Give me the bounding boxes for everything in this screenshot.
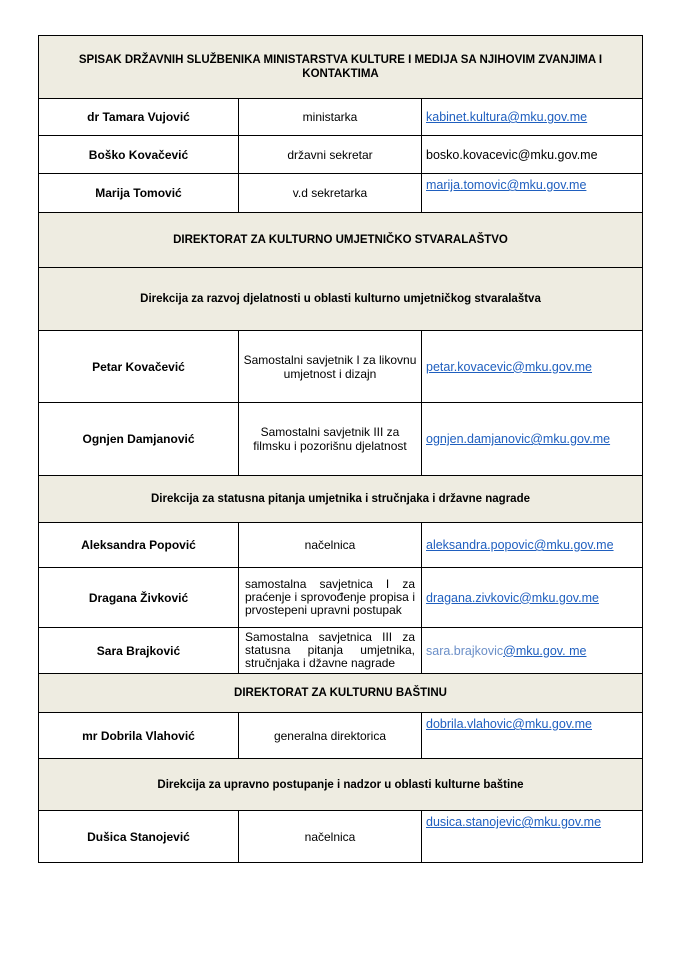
staff-name: Marija Tomović	[39, 174, 239, 213]
staff-name: Boško Kovačević	[39, 136, 239, 174]
staff-role: načelnica	[239, 523, 422, 568]
table-row	[39, 628, 643, 674]
document-title: SPISAK DRŽAVNIH SLUŽBENIKA MINISTARSTVA KULTURE I MEDIJA SA NJIHOVIM ZVANJIMA I KONTAKTIMA	[39, 36, 643, 99]
division-header	[39, 476, 643, 523]
email-link[interactable]: ognjen.damjanovic@mku.gov.me	[426, 432, 611, 446]
staff-directory-table	[38, 35, 643, 863]
division-title: Direkcija za razvoj djelatnosti u oblasti kulturno umjetničkog stvaralaštva	[39, 268, 643, 331]
staff-name: dr Tamara Vujović	[39, 99, 239, 136]
directorate-header	[39, 674, 643, 713]
directorate-header	[39, 213, 643, 268]
staff-role: Samostalni savjetnik I za likovnu umjetnost i dizajn	[239, 331, 422, 403]
email-link[interactable]: dragana.zivkovic@mku.gov.me	[426, 590, 599, 605]
staff-name: mr Dobrila Vlahović	[39, 713, 239, 759]
table-row	[39, 99, 643, 136]
email-link[interactable]: dusica.stanojevic@mku.gov.me	[426, 815, 602, 829]
document-title-row	[39, 36, 643, 99]
division-title: Direkcija za statusna pitanja umjetnika i stručnjaka i državne nagrade	[39, 476, 643, 523]
table-row	[39, 523, 643, 568]
table-row	[39, 403, 643, 476]
staff-role: generalna direktorica	[239, 713, 422, 759]
staff-role: ministarka	[239, 99, 422, 136]
staff-name: Ognjen Damjanović	[39, 403, 239, 476]
division-title: Direkcija za upravno postupanje i nadzor u oblasti kulturne baštine	[39, 759, 643, 811]
staff-role: Samostalni savjetnik III za filmsku i pozorišnu djelatnost	[239, 403, 422, 476]
staff-name: Dragana Živković	[39, 568, 239, 628]
staff-name: Dušica Stanojević	[39, 811, 239, 863]
table-row	[39, 136, 643, 174]
staff-role: državni sekretar	[239, 136, 422, 174]
email-link[interactable]: petar.kovacevic@mku.gov.me	[426, 359, 592, 374]
table-row	[39, 174, 643, 213]
email-link[interactable]: kabinet.kultura@mku.gov.me	[426, 110, 588, 124]
table-row	[39, 568, 643, 628]
email-link[interactable]: dobrila.vlahovic@mku.gov.me	[426, 717, 592, 731]
email-link[interactable]: marija.tomovic@mku.gov.me	[426, 178, 587, 192]
staff-name: Petar Kovačević	[39, 331, 239, 403]
table-row	[39, 811, 643, 863]
staff-role: samostalna savjetnica I za praćenje i sprovođenje propisa i prvostepeni upravni postupak	[239, 568, 422, 628]
email-domain-link[interactable]: @mku.gov. me	[503, 643, 587, 658]
directorate-title: DIREKTORAT ZA KULTURNU BAŠTINU	[39, 674, 643, 713]
staff-role: v.d sekretarka	[239, 174, 422, 213]
division-header	[39, 268, 643, 331]
staff-name: Aleksandra Popović	[39, 523, 239, 568]
table-row	[39, 713, 643, 759]
email-link[interactable]: aleksandra.popovic@mku.gov.me	[426, 538, 614, 552]
staff-role: načelnica	[239, 811, 422, 863]
table-row	[39, 331, 643, 403]
staff-role: Samostalna savjetnica III za statusna pitanja umjetnika, stručnjaka i džavne nagrade	[239, 628, 422, 674]
email-text: bosko.kovacevic@mku.gov.me	[426, 147, 598, 162]
directorate-title: DIREKTORAT ZA KULTURNO UMJETNIČKO STVARALAŠTVO	[39, 213, 643, 268]
division-header	[39, 759, 643, 811]
staff-name: Sara Brajković	[39, 628, 239, 674]
email-user: sara.brajkovic	[426, 643, 504, 658]
